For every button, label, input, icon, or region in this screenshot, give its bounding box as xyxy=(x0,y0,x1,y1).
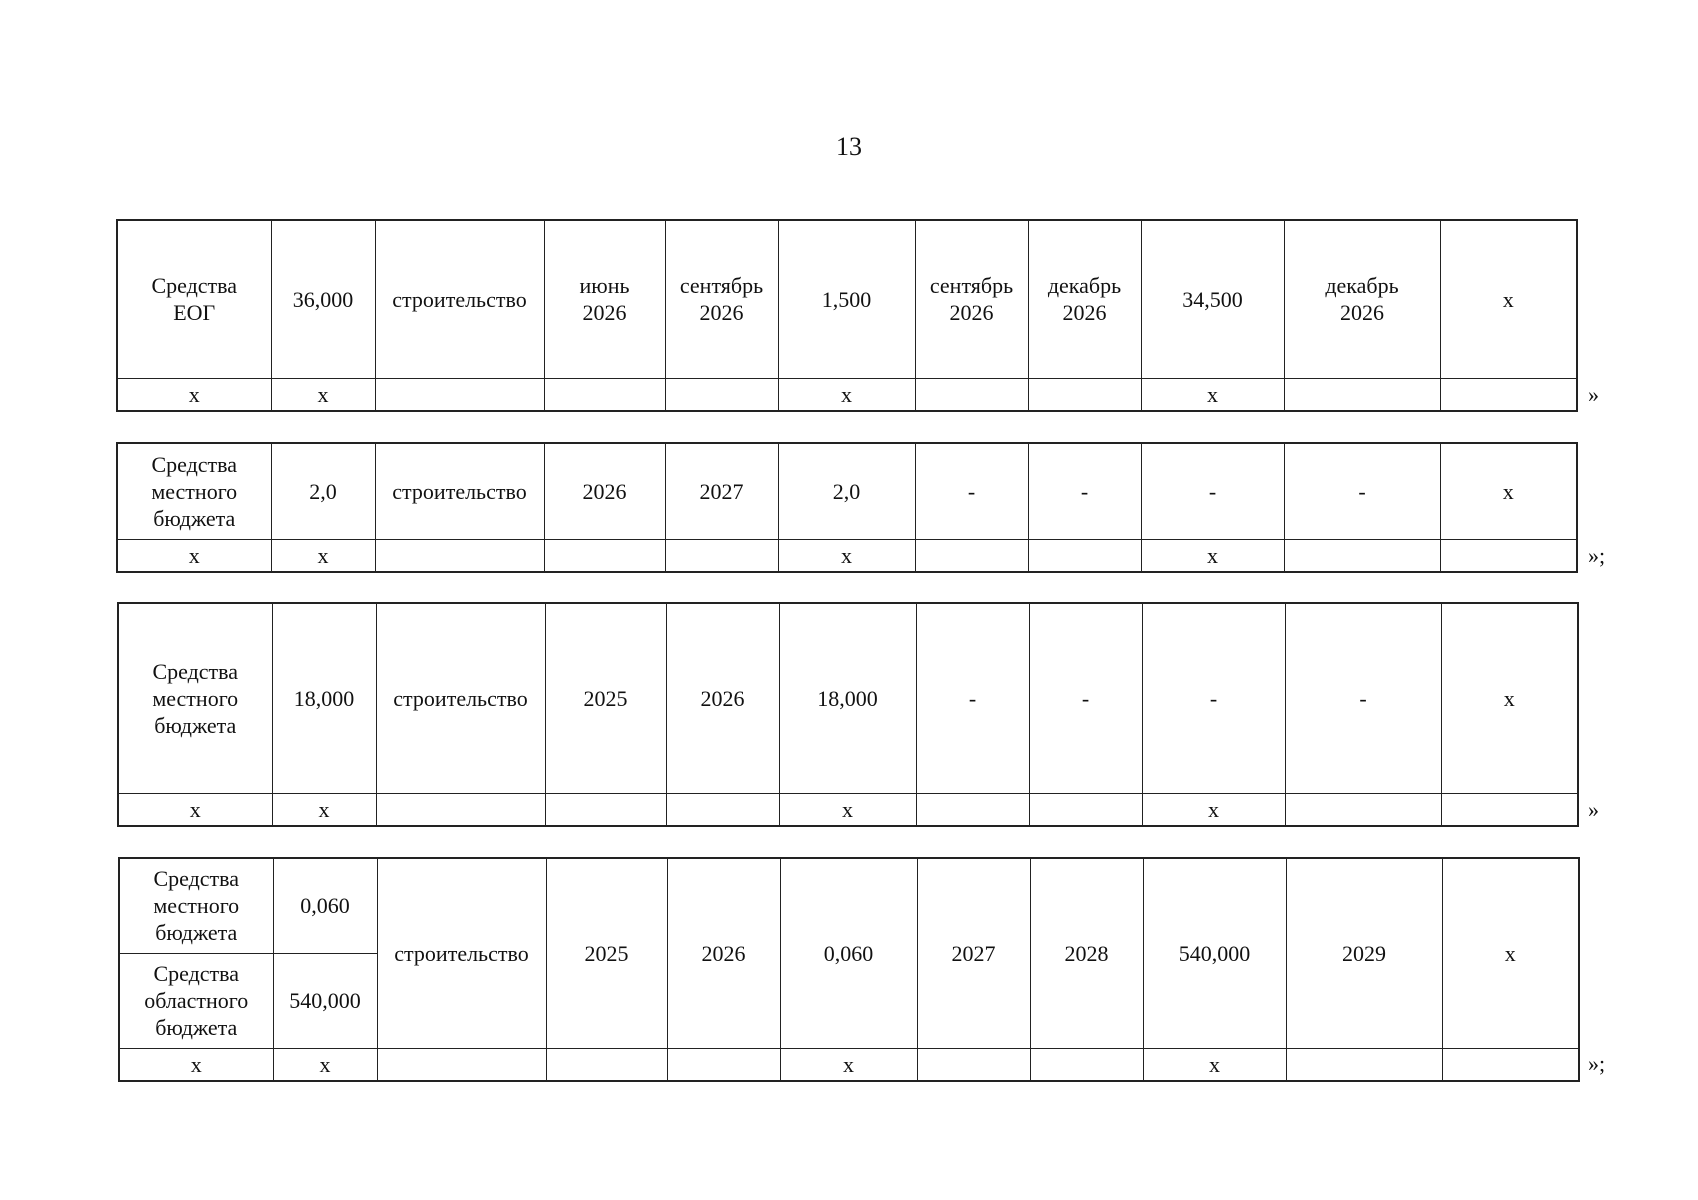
x-cell xyxy=(1285,793,1441,826)
stage2-end-cell: 2028 xyxy=(1030,858,1143,1048)
x-cell: х xyxy=(780,1048,917,1081)
stage2-amount-cell: - xyxy=(1141,443,1284,539)
x-cell xyxy=(1029,793,1142,826)
table-block-3 xyxy=(117,602,1579,827)
x-cell xyxy=(1028,378,1141,411)
stage2-amount-cell: - xyxy=(1142,603,1285,793)
funding-table-4 xyxy=(118,857,1580,1082)
x-cell xyxy=(545,793,666,826)
funding-table-2 xyxy=(116,442,1578,573)
table-row xyxy=(118,793,1578,826)
stage1-amount-cell: 2,0 xyxy=(778,443,915,539)
table-block-2 xyxy=(116,442,1578,573)
stage2-start-cell: - xyxy=(915,443,1028,539)
x-cell xyxy=(1284,539,1440,572)
x-cell xyxy=(915,378,1028,411)
funding-source-cell: Средства местного бюджета xyxy=(117,443,271,539)
work-type-cell: строительство xyxy=(375,443,544,539)
x-cell xyxy=(916,793,1029,826)
completion-date-cell: - xyxy=(1284,443,1440,539)
x-cell: х xyxy=(271,378,375,411)
table-block-1 xyxy=(116,219,1578,412)
stage2-end-cell: - xyxy=(1029,603,1142,793)
closing-quote: » xyxy=(1588,382,1599,407)
mark-cell: х xyxy=(1440,443,1577,539)
stage2-amount-cell: 34,500 xyxy=(1141,220,1284,378)
table-row xyxy=(119,1048,1579,1081)
x-cell xyxy=(665,539,778,572)
x-cell: х xyxy=(1141,378,1284,411)
completion-date-cell: декабрь 2026 xyxy=(1284,220,1440,378)
stage2-start-cell: сентябрь 2026 xyxy=(915,220,1028,378)
x-cell xyxy=(1028,539,1141,572)
x-cell xyxy=(1440,539,1577,572)
x-cell xyxy=(665,378,778,411)
table-row xyxy=(118,603,1578,793)
x-cell: х xyxy=(778,539,915,572)
x-cell xyxy=(376,793,545,826)
x-cell xyxy=(667,1048,780,1081)
table-row xyxy=(117,539,1577,572)
start-date-cell: 2026 xyxy=(544,443,665,539)
x-cell xyxy=(546,1048,667,1081)
x-cell xyxy=(1286,1048,1442,1081)
funding-source-cell: Средства областного бюджета xyxy=(119,953,273,1048)
x-cell xyxy=(1440,378,1577,411)
x-cell xyxy=(377,1048,546,1081)
stage1-amount-cell: 1,500 xyxy=(778,220,915,378)
x-cell: х xyxy=(779,793,916,826)
stage1-amount-cell: 18,000 xyxy=(779,603,916,793)
x-cell xyxy=(1442,1048,1579,1081)
stage2-end-cell: декабрь 2026 xyxy=(1028,220,1141,378)
x-cell: х xyxy=(778,378,915,411)
table-row xyxy=(117,443,1577,539)
work-type-cell: строительство xyxy=(375,220,544,378)
start-date-cell: июнь 2026 xyxy=(544,220,665,378)
mark-cell: х xyxy=(1442,858,1579,1048)
closing-quote: »; xyxy=(1588,1051,1606,1076)
x-cell xyxy=(1030,1048,1143,1081)
x-cell: х xyxy=(117,539,271,572)
x-cell: х xyxy=(271,539,375,572)
table-row xyxy=(117,220,1577,378)
closing-quote: »; xyxy=(1588,543,1606,568)
table-block-4 xyxy=(118,857,1580,1082)
amount-cell: 0,060 xyxy=(273,858,377,953)
mark-cell: х xyxy=(1441,603,1578,793)
funding-source-cell: Средства ЕОГ xyxy=(117,220,271,378)
amount-cell: 2,0 xyxy=(271,443,375,539)
table-row xyxy=(117,378,1577,411)
x-cell: х xyxy=(118,793,272,826)
work-type-cell: строительство xyxy=(376,603,545,793)
x-cell xyxy=(375,378,544,411)
x-cell: х xyxy=(273,1048,377,1081)
x-cell xyxy=(544,378,665,411)
closing-quote: » xyxy=(1588,797,1599,822)
x-cell xyxy=(917,1048,1030,1081)
x-cell xyxy=(1284,378,1440,411)
x-cell: х xyxy=(117,378,271,411)
funding-source-cell: Средства местного бюджета xyxy=(119,858,273,953)
x-cell: х xyxy=(1141,539,1284,572)
x-cell xyxy=(915,539,1028,572)
start-date-cell: 2025 xyxy=(546,858,667,1048)
end-date-cell: 2026 xyxy=(667,858,780,1048)
page-number: 13 xyxy=(836,132,862,161)
stage2-end-cell: - xyxy=(1028,443,1141,539)
x-cell xyxy=(544,539,665,572)
x-cell xyxy=(666,793,779,826)
stage2-start-cell: - xyxy=(916,603,1029,793)
amount-cell: 36,000 xyxy=(271,220,375,378)
funding-table-1 xyxy=(116,219,1578,412)
x-cell: х xyxy=(272,793,376,826)
x-cell: х xyxy=(1142,793,1285,826)
x-cell: х xyxy=(119,1048,273,1081)
end-date-cell: 2026 xyxy=(666,603,779,793)
table-row xyxy=(119,858,1579,953)
funding-source-cell: Средства местного бюджета xyxy=(118,603,272,793)
stage1-amount-cell: 0,060 xyxy=(780,858,917,1048)
start-date-cell: 2025 xyxy=(545,603,666,793)
x-cell xyxy=(375,539,544,572)
x-cell: х xyxy=(1143,1048,1286,1081)
end-date-cell: 2027 xyxy=(665,443,778,539)
completion-date-cell: - xyxy=(1285,603,1441,793)
amount-cell: 18,000 xyxy=(272,603,376,793)
mark-cell: х xyxy=(1440,220,1577,378)
completion-date-cell: 2029 xyxy=(1286,858,1442,1048)
end-date-cell: сентябрь 2026 xyxy=(665,220,778,378)
amount-cell: 540,000 xyxy=(273,953,377,1048)
x-cell xyxy=(1441,793,1578,826)
work-type-cell: строительство xyxy=(377,858,546,1048)
funding-table-3 xyxy=(117,602,1579,827)
stage2-amount-cell: 540,000 xyxy=(1143,858,1286,1048)
stage2-start-cell: 2027 xyxy=(917,858,1030,1048)
